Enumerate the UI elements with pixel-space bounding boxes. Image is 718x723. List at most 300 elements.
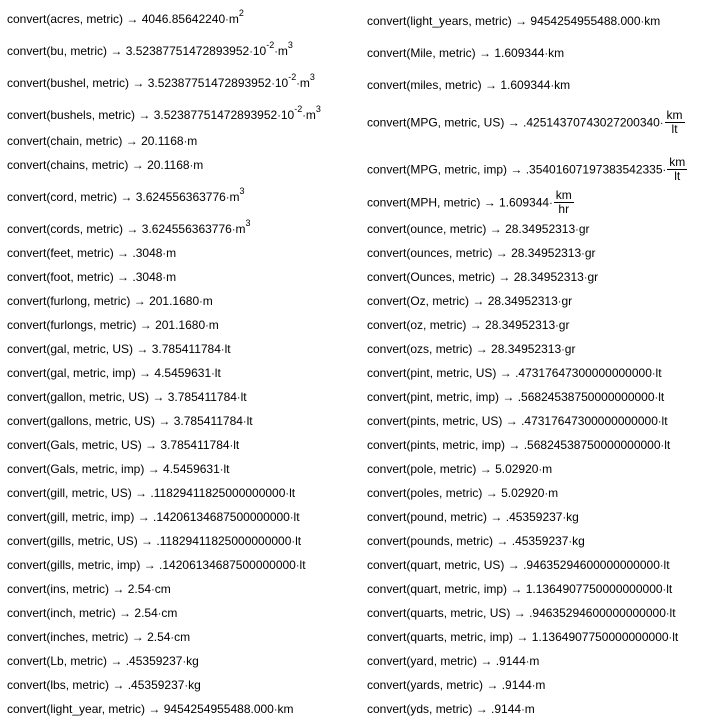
result-unit: lt bbox=[658, 390, 665, 404]
symbolic-arrow: → bbox=[489, 222, 502, 236]
equation-expression: convert(pints, metric, US) bbox=[367, 414, 503, 428]
equation-expression: convert(gallon, metric, US) bbox=[7, 390, 150, 404]
symbolic-arrow: → bbox=[486, 678, 499, 692]
equation-result: 20.1168 bbox=[141, 134, 184, 148]
multiply-dot: · bbox=[211, 368, 215, 380]
result-unit: lt bbox=[240, 390, 247, 404]
multiply-dot: · bbox=[538, 464, 543, 476]
multiply-dot: · bbox=[640, 16, 645, 28]
result-unit: m bbox=[166, 270, 177, 284]
result-unit: kg bbox=[188, 678, 201, 692]
scientific-exponent: -2 bbox=[266, 40, 275, 50]
equation-result: 1.609344 bbox=[500, 78, 551, 92]
equation-expression: convert(pole, metric) bbox=[367, 462, 477, 476]
equation-line bbox=[367, 342, 575, 356]
equation-expression: convert(cords, metric) bbox=[7, 222, 124, 236]
symbolic-arrow: → bbox=[141, 534, 154, 548]
equation-line bbox=[7, 390, 247, 404]
equation-line bbox=[367, 462, 552, 476]
multiply-dot: · bbox=[205, 320, 209, 332]
equation-result: .11829411825000000000 bbox=[156, 534, 292, 548]
equation-expression: convert(cord, metric) bbox=[7, 190, 118, 204]
symbolic-arrow: → bbox=[117, 246, 130, 260]
symbolic-arrow: → bbox=[137, 510, 150, 524]
equation-line bbox=[7, 462, 229, 476]
equation-line bbox=[7, 342, 231, 356]
multiply-dot: · bbox=[162, 272, 167, 284]
equation-line bbox=[367, 108, 685, 136]
unit-exponent: 3 bbox=[245, 218, 251, 228]
equation-result: 9454254955488.000 bbox=[163, 702, 274, 716]
scientific-exponent: -2 bbox=[294, 104, 303, 114]
equation-line bbox=[367, 510, 579, 524]
equation-result: 28.34952313 bbox=[511, 246, 582, 260]
equation-expression: convert(yards, metric) bbox=[367, 678, 484, 692]
equation-result: .94635294600000000000 bbox=[523, 558, 660, 572]
multiply-dot: · bbox=[562, 512, 567, 524]
result-unit: lt bbox=[233, 438, 240, 452]
symbolic-arrow: → bbox=[485, 78, 498, 92]
symbolic-arrow: → bbox=[507, 115, 520, 130]
equation-result: 3.52387751472893952 bbox=[125, 44, 250, 58]
equation-result: .94635294600000000000 bbox=[529, 606, 666, 620]
equation-expression: convert(gill, metric, US) bbox=[7, 486, 132, 500]
equation-line bbox=[7, 678, 201, 692]
equation-result: 4046.85642240 bbox=[141, 12, 226, 26]
result-unit: m bbox=[208, 318, 219, 332]
result-unit: lt bbox=[293, 510, 300, 524]
equation-expression: convert(feet, metric) bbox=[7, 246, 114, 260]
equation-result: .47317647300000000000 bbox=[515, 366, 652, 380]
symbolic-arrow: → bbox=[513, 606, 526, 620]
multiply-dot: · bbox=[549, 197, 553, 210]
result-unit: lt bbox=[661, 414, 668, 428]
unit-denominator: lt bbox=[674, 169, 681, 183]
equation-expression: convert(gallons, metric, US) bbox=[7, 414, 156, 428]
equation-expression: convert(gills, metric, imp) bbox=[7, 558, 141, 572]
equation-line bbox=[367, 78, 570, 92]
equation-line bbox=[7, 186, 245, 204]
multiply-dot: · bbox=[659, 117, 664, 130]
result-unit: m bbox=[305, 108, 316, 122]
equation-result: .45359237 bbox=[505, 510, 563, 524]
multiply-dot: · bbox=[544, 48, 549, 60]
result-unit: lt bbox=[669, 606, 676, 620]
result-unit: gr bbox=[587, 270, 599, 284]
equation-expression: convert(pounds, metric) bbox=[367, 534, 494, 548]
symbolic-arrow: → bbox=[145, 438, 158, 452]
equation-line bbox=[367, 270, 598, 284]
equation-expression: convert(quarts, metric, US) bbox=[367, 606, 511, 620]
symbolic-arrow: → bbox=[110, 654, 123, 668]
multiply-dot: · bbox=[225, 14, 229, 26]
unit-fraction bbox=[554, 189, 574, 216]
result-unit: km bbox=[548, 46, 565, 60]
equation-expression: convert(ounces, metric) bbox=[367, 246, 493, 260]
multiply-dot: · bbox=[295, 560, 300, 572]
equation-line bbox=[367, 390, 664, 404]
result-unit: m bbox=[542, 462, 553, 476]
equation-result: 5.02920 bbox=[501, 486, 545, 500]
multiply-dot: · bbox=[531, 680, 536, 692]
equation-result: .14206134687500000000 bbox=[159, 558, 296, 572]
multiply-dot: · bbox=[273, 704, 278, 716]
multiply-dot: · bbox=[231, 224, 236, 236]
equation-result: 2.54 bbox=[127, 582, 152, 596]
result-unit: lt bbox=[672, 630, 679, 644]
equation-expression: convert(chains, metric) bbox=[7, 158, 129, 172]
equation-line bbox=[367, 46, 564, 60]
symbolic-arrow: → bbox=[508, 438, 521, 452]
equation-expression: convert(oz, metric) bbox=[367, 318, 467, 332]
equation-line bbox=[7, 534, 301, 548]
symbolic-arrow: → bbox=[143, 558, 156, 572]
symbolic-arrow: → bbox=[475, 702, 488, 716]
equation-expression: convert(furlongs, metric) bbox=[7, 318, 137, 332]
equation-expression: convert(pints, metric, imp) bbox=[367, 438, 506, 452]
equation-line bbox=[367, 678, 545, 692]
result-unit: lt bbox=[289, 486, 296, 500]
symbolic-arrow: → bbox=[483, 195, 496, 210]
equation-result: 28.34952313 bbox=[513, 270, 584, 284]
result-unit: cm bbox=[161, 606, 178, 620]
multiply-dot: · bbox=[277, 110, 281, 122]
result-unit: km bbox=[554, 78, 571, 92]
symbolic-arrow: → bbox=[480, 654, 493, 668]
symbolic-arrow: → bbox=[510, 582, 523, 596]
equation-expression: convert(acres, metric) bbox=[7, 12, 124, 26]
unit-exponent: 3 bbox=[287, 40, 293, 50]
equation-expression: convert(quart, metric, US) bbox=[367, 558, 505, 572]
equation-line bbox=[367, 438, 670, 452]
multiply-dot: · bbox=[668, 632, 673, 644]
equation-result: .3048 bbox=[132, 270, 163, 284]
multiply-dot: · bbox=[296, 78, 300, 90]
unit-exponent: 3 bbox=[315, 104, 321, 114]
equation-result: 201.1680 bbox=[155, 318, 206, 332]
equation-expression: convert(bu, metric) bbox=[7, 44, 108, 58]
symbolic-arrow: → bbox=[147, 462, 160, 476]
result-unit: m bbox=[202, 294, 213, 308]
equation-expression: convert(poles, metric) bbox=[367, 486, 483, 500]
result-unit: gr bbox=[558, 318, 570, 332]
equation-expression: convert(MPH, metric) bbox=[367, 195, 481, 210]
equation-expression: convert(lbs, metric) bbox=[7, 678, 110, 692]
multiply-dot: · bbox=[151, 584, 155, 596]
multiply-dot: · bbox=[170, 632, 175, 644]
equation-result: .45359237 bbox=[125, 654, 183, 668]
equation-expression: convert(light_years, metric) bbox=[367, 14, 512, 28]
multiply-dot: · bbox=[568, 536, 573, 548]
symbolic-arrow: → bbox=[135, 486, 148, 500]
equation-expression: convert(Gals, metric, imp) bbox=[7, 462, 145, 476]
equation-result: .9144 bbox=[491, 702, 522, 716]
symbolic-arrow: → bbox=[138, 108, 151, 122]
equation-result: 3.624556363776 bbox=[135, 190, 226, 204]
equation-result: 3.52387751472893952 bbox=[153, 108, 278, 122]
multiply-dot: · bbox=[657, 416, 662, 428]
multiply-dot: · bbox=[665, 608, 670, 620]
power-of-ten: 10 bbox=[252, 44, 267, 58]
equation-line bbox=[367, 630, 678, 644]
equation-result: 9454254955488.000 bbox=[530, 14, 641, 28]
symbolic-arrow: → bbox=[148, 702, 161, 716]
symbolic-arrow: → bbox=[132, 76, 145, 90]
multiply-dot: · bbox=[651, 368, 656, 380]
equation-line bbox=[367, 702, 535, 716]
equation-result: .3048 bbox=[132, 246, 163, 260]
symbolic-arrow: → bbox=[485, 486, 498, 500]
result-unit: lt bbox=[666, 582, 673, 596]
symbolic-arrow: → bbox=[502, 390, 515, 404]
equation-line bbox=[7, 294, 213, 308]
result-unit: gr bbox=[564, 342, 576, 356]
equation-expression: convert(Ounces, metric) bbox=[367, 270, 496, 284]
multiply-dot: · bbox=[182, 656, 187, 668]
symbolic-arrow: → bbox=[152, 390, 165, 404]
unit-exponent: 3 bbox=[309, 72, 315, 82]
multiply-dot: · bbox=[183, 136, 188, 148]
result-unit: m bbox=[524, 702, 535, 716]
multiply-dot: · bbox=[662, 164, 667, 177]
equation-result: 1.1364907750000000000 bbox=[531, 630, 669, 644]
multiply-dot: · bbox=[274, 46, 278, 58]
scientific-exponent: -2 bbox=[288, 72, 297, 82]
equation-line bbox=[7, 582, 171, 596]
equation-result: 1.609344 bbox=[494, 46, 545, 60]
equation-line bbox=[7, 510, 300, 524]
equation-line bbox=[367, 188, 574, 216]
equation-line bbox=[7, 630, 190, 644]
equation-line bbox=[367, 14, 660, 28]
equation-line bbox=[7, 558, 306, 572]
result-unit: km bbox=[644, 14, 661, 28]
symbolic-arrow: → bbox=[490, 510, 503, 524]
result-unit: m bbox=[229, 190, 240, 204]
unit-numerator: km bbox=[555, 188, 572, 202]
multiply-dot: · bbox=[199, 296, 203, 308]
equation-expression: convert(quarts, metric, imp) bbox=[367, 630, 514, 644]
unit-numerator: km bbox=[669, 155, 686, 169]
equation-expression: convert(Gals, metric, US) bbox=[7, 438, 142, 452]
symbolic-arrow: → bbox=[112, 678, 125, 692]
result-unit: kg bbox=[566, 510, 579, 524]
symbolic-arrow: → bbox=[472, 294, 485, 308]
multiply-dot: · bbox=[162, 248, 167, 260]
equation-expression: convert(yard, metric) bbox=[367, 654, 478, 668]
result-unit: lt bbox=[224, 342, 231, 356]
equation-result: .56824538750000000000 bbox=[523, 438, 661, 452]
symbolic-arrow: → bbox=[112, 582, 125, 596]
result-unit: m bbox=[535, 678, 546, 692]
equation-result: .11829411825000000000 bbox=[150, 486, 286, 500]
symbolic-arrow: → bbox=[507, 558, 520, 572]
equation-result: .9144 bbox=[495, 654, 526, 668]
equation-expression: convert(MPG, metric, US) bbox=[367, 115, 505, 130]
equation-result: 28.34952313 bbox=[487, 294, 558, 308]
multiply-dot: · bbox=[521, 704, 525, 716]
multiply-dot: · bbox=[220, 344, 225, 356]
equation-expression: convert(Oz, metric) bbox=[367, 294, 470, 308]
equation-line bbox=[7, 40, 293, 58]
equation-result: 3.52387751472893952 bbox=[147, 76, 272, 90]
equation-result: .45359237 bbox=[127, 678, 185, 692]
equation-line bbox=[367, 318, 569, 332]
symbolic-arrow: → bbox=[469, 318, 482, 332]
equation-result: 20.1168 bbox=[147, 158, 190, 172]
symbolic-arrow: → bbox=[131, 158, 144, 172]
equation-line bbox=[7, 486, 295, 500]
multiply-dot: · bbox=[189, 160, 194, 172]
equation-result: 5.02920 bbox=[495, 462, 539, 476]
equation-result: 28.34952313 bbox=[485, 318, 556, 332]
result-unit: gr bbox=[578, 222, 590, 236]
equation-expression: convert(inches, metric) bbox=[7, 630, 129, 644]
equation-line bbox=[7, 606, 177, 620]
symbolic-arrow: → bbox=[133, 294, 146, 308]
result-unit: gr bbox=[561, 294, 573, 308]
equation-result: 4.5459631 bbox=[154, 366, 212, 380]
result-unit: m bbox=[235, 222, 246, 236]
equation-result: .35401607197383542335 bbox=[525, 162, 663, 177]
unit-fraction bbox=[667, 156, 687, 183]
equation-result: .42514370743027200340 bbox=[523, 115, 660, 130]
equation-expression: convert(bushel, metric) bbox=[7, 76, 130, 90]
equation-line bbox=[7, 72, 315, 90]
symbolic-arrow: → bbox=[126, 12, 139, 26]
symbolic-arrow: → bbox=[475, 342, 488, 356]
equation-line bbox=[367, 222, 589, 236]
multiply-dot: · bbox=[525, 656, 530, 668]
multiply-dot: · bbox=[544, 488, 549, 500]
symbolic-arrow: → bbox=[125, 134, 138, 148]
symbolic-arrow: → bbox=[110, 44, 123, 58]
equation-expression: convert(Lb, metric) bbox=[7, 654, 108, 668]
result-unit: lt bbox=[663, 558, 670, 572]
result-unit: cm bbox=[174, 630, 191, 644]
multiply-dot: · bbox=[557, 296, 562, 308]
result-unit: lt bbox=[299, 558, 306, 572]
equation-result: 1.609344 bbox=[499, 195, 550, 210]
equation-expression: convert(ozs, metric) bbox=[367, 342, 473, 356]
equation-line bbox=[367, 582, 672, 596]
equation-line bbox=[367, 414, 668, 428]
equation-expression: convert(gills, metric, US) bbox=[7, 534, 138, 548]
equation-line bbox=[7, 8, 244, 26]
result-unit: lt bbox=[246, 414, 253, 428]
power-of-ten: 10 bbox=[280, 108, 295, 122]
equation-result: 4.5459631 bbox=[163, 462, 220, 476]
equation-line bbox=[7, 246, 176, 260]
multiply-dot: · bbox=[271, 78, 275, 90]
multiply-dot: · bbox=[654, 392, 659, 404]
multiply-dot: · bbox=[583, 272, 588, 284]
equation-expression: convert(yds, metric) bbox=[367, 702, 473, 716]
symbolic-arrow: → bbox=[479, 462, 492, 476]
result-unit: kg bbox=[186, 654, 199, 668]
result-unit: lt bbox=[295, 534, 302, 548]
equation-result: 1.1364907750000000000 bbox=[525, 582, 663, 596]
result-unit: km bbox=[277, 702, 294, 716]
equation-result: 28.34952313 bbox=[491, 342, 562, 356]
equation-expression: convert(pint, metric, US) bbox=[367, 366, 497, 380]
equation-line bbox=[367, 534, 585, 548]
symbolic-arrow: → bbox=[510, 162, 523, 177]
symbolic-arrow: → bbox=[505, 414, 518, 428]
multiply-dot: · bbox=[242, 416, 247, 428]
symbolic-arrow: → bbox=[496, 534, 509, 548]
multiply-dot: · bbox=[575, 224, 579, 236]
equation-line bbox=[7, 318, 219, 332]
symbolic-arrow: → bbox=[139, 366, 152, 380]
symbolic-arrow: → bbox=[515, 14, 528, 28]
equation-expression: convert(MPG, metric, imp) bbox=[367, 162, 508, 177]
multiply-dot: · bbox=[581, 248, 585, 260]
equation-result: .47317647300000000000 bbox=[521, 414, 658, 428]
equation-expression: convert(foot, metric) bbox=[7, 270, 114, 284]
result-unit: lt bbox=[223, 462, 230, 476]
result-unit: kg bbox=[572, 534, 585, 548]
symbolic-arrow: → bbox=[498, 270, 511, 284]
equation-result: 3.785411784 bbox=[173, 414, 243, 428]
multiply-dot: · bbox=[225, 192, 230, 204]
multiply-dot: · bbox=[660, 440, 665, 452]
equation-result: .45359237 bbox=[511, 534, 569, 548]
result-unit: lt bbox=[664, 438, 671, 452]
multiply-dot: · bbox=[302, 110, 306, 122]
unit-numerator: km bbox=[666, 108, 683, 122]
equation-line bbox=[7, 104, 321, 122]
multiply-dot: · bbox=[550, 80, 555, 92]
equation-result: 3.624556363776 bbox=[141, 222, 232, 236]
symbolic-arrow: → bbox=[495, 246, 508, 260]
equation-line bbox=[367, 486, 558, 500]
equation-expression: convert(pint, metric, imp) bbox=[367, 390, 500, 404]
equation-result: 2.54 bbox=[147, 630, 171, 644]
equation-line bbox=[7, 654, 199, 668]
result-unit: lt bbox=[655, 366, 662, 380]
equation-expression: convert(furlong, metric) bbox=[7, 294, 131, 308]
equation-expression: convert(gal, metric, imp) bbox=[7, 366, 136, 380]
equation-line bbox=[7, 414, 253, 428]
symbolic-arrow: → bbox=[139, 318, 152, 332]
equation-result: .9144 bbox=[501, 678, 532, 692]
equation-expression: convert(miles, metric) bbox=[367, 78, 482, 92]
symbolic-arrow: → bbox=[117, 270, 130, 284]
result-unit: m bbox=[299, 76, 310, 90]
symbolic-arrow: → bbox=[516, 630, 529, 644]
equation-line bbox=[7, 134, 197, 148]
equation-line bbox=[7, 702, 294, 716]
multiply-dot: · bbox=[219, 464, 224, 476]
equation-expression: convert(ounce, metric) bbox=[367, 222, 487, 236]
multiply-dot: · bbox=[561, 344, 565, 356]
result-unit: m bbox=[187, 134, 198, 148]
result-unit: m bbox=[548, 486, 559, 500]
equation-expression: convert(pound, metric) bbox=[367, 510, 488, 524]
symbolic-arrow: → bbox=[126, 222, 139, 236]
equation-expression: convert(ins, metric) bbox=[7, 582, 110, 596]
equation-result: 3.785411784 bbox=[167, 390, 237, 404]
symbolic-arrow: → bbox=[136, 342, 149, 356]
result-unit: m bbox=[166, 246, 177, 260]
multiply-dot: · bbox=[285, 488, 290, 500]
result-unit: m bbox=[193, 158, 204, 172]
multiply-dot: · bbox=[289, 512, 294, 524]
symbolic-arrow: → bbox=[499, 366, 512, 380]
equation-result: 2.54 bbox=[134, 606, 158, 620]
equation-line bbox=[7, 158, 203, 172]
